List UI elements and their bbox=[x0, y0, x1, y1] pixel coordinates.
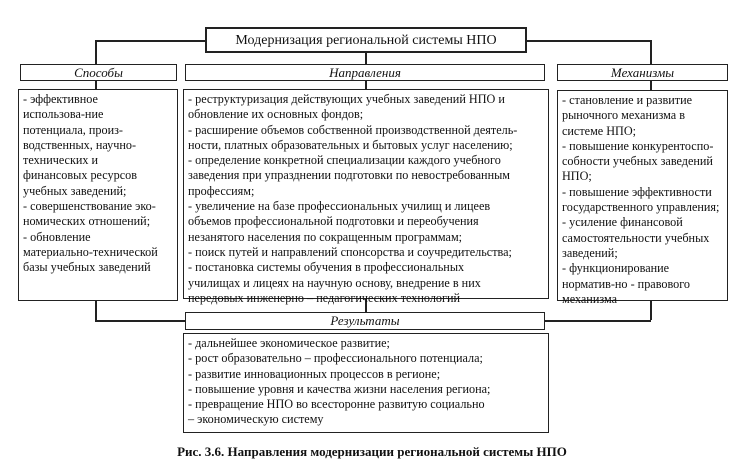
list-item-line: - повышение конкурентоспо- bbox=[562, 138, 714, 153]
list-item-line: - превращение НПО во всесторонне развитую социально bbox=[188, 397, 485, 412]
list-item-line: - дальнейшее экономическое развитие; bbox=[188, 336, 390, 350]
list-item-line: номических отношений; bbox=[23, 214, 151, 229]
napravleniya-header: Направления bbox=[185, 64, 545, 81]
list-item-line: финансовых ресурсов bbox=[23, 168, 137, 183]
connector bbox=[650, 80, 652, 90]
rezultaty-header: Результаты bbox=[185, 312, 545, 330]
list-item-line: объемов профессиональной подготовки и переобучения bbox=[188, 214, 479, 229]
list-item-line: технических и bbox=[23, 153, 99, 168]
sposoby-header: Способы bbox=[20, 64, 177, 81]
list-item-line: обновление их основных фондов; bbox=[188, 107, 364, 122]
list-item-line: – экономическую систему bbox=[188, 412, 324, 427]
list-item-line: базы учебных заведений bbox=[23, 260, 151, 275]
list-item-line: потенциала, произ- bbox=[23, 122, 123, 137]
list-item-line: государственного управления; bbox=[562, 200, 720, 215]
list-item-line: материально-технической bbox=[23, 244, 158, 259]
list-item-line: собности учебных заведений bbox=[562, 154, 713, 169]
list-item-line: - развитие инновационных процессов в регионе; bbox=[188, 366, 441, 381]
list-item-line: заведений; bbox=[562, 245, 618, 260]
list-item-line: - повышение уровня и качества жизни населения региона; bbox=[188, 381, 491, 396]
list-item-line: ности, платных образовательных и бытовых услуг населению; bbox=[188, 137, 513, 152]
list-item-line: системе НПО; bbox=[562, 123, 637, 138]
list-item-line: - расширение объемов собственной производственной деятель- bbox=[188, 122, 518, 137]
figure-caption: Рис. 3.6. Направления модернизации региональной системы НПО bbox=[177, 444, 567, 459]
connector bbox=[95, 300, 97, 320]
connector bbox=[650, 40, 652, 64]
list-item-line: использова-ние bbox=[23, 107, 104, 122]
napravleniya-content bbox=[183, 89, 549, 305]
list-item-line: незанятого населения по сокращенным программам; bbox=[188, 229, 463, 244]
list-item-line: - функционирование bbox=[562, 261, 670, 276]
list-item-line: - рост образовательно – профессионального потенциала; bbox=[188, 351, 483, 366]
list-item-line: норматив-но - правового bbox=[562, 276, 691, 291]
list-item-line: механизма bbox=[562, 291, 618, 306]
list-item-line: - усиление финансовой bbox=[562, 215, 683, 230]
connector bbox=[95, 320, 185, 322]
list-item-line: - обновление bbox=[23, 229, 91, 244]
mechanizmy-content bbox=[557, 90, 728, 306]
list-item-line: - эффективное bbox=[23, 92, 98, 106]
list-item-line: самостоятельности учебных bbox=[562, 230, 710, 245]
list-item-line: - реструктуризация действующих учебных заведений НПО и bbox=[188, 92, 505, 106]
diagram-title: Модернизация региональной системы НПО bbox=[205, 27, 527, 53]
connector bbox=[545, 320, 651, 322]
mechanizmy-header: Механизмы bbox=[557, 64, 728, 81]
list-item-line: - поиск путей и направлений спонсорства и соучредительства; bbox=[188, 244, 512, 259]
list-item-line: учебных заведений; bbox=[23, 183, 127, 198]
rezultaty-content bbox=[183, 333, 549, 433]
list-item-line: передовых инженерно – педагогических технологий bbox=[188, 290, 461, 305]
connector bbox=[95, 40, 97, 64]
list-item-line: рыночного механизма в bbox=[562, 108, 685, 123]
connector bbox=[365, 53, 367, 64]
list-item-line: - увеличение на базе профессиональных училищ и лицеев bbox=[188, 199, 491, 214]
list-item-line: - постановка системы обучения в профессиональных bbox=[188, 260, 465, 275]
list-item-line: профессиям; bbox=[188, 183, 255, 198]
list-item-line: заведения при упразднении подготовки по невостребованным bbox=[188, 168, 510, 183]
list-item-line: - становление и развитие bbox=[562, 93, 693, 107]
sposoby-content bbox=[18, 89, 178, 301]
list-item-line: водственных, научно- bbox=[23, 137, 137, 152]
list-item-line: - совершенствование эко- bbox=[23, 199, 156, 214]
list-item-line: - повышение эффективности bbox=[562, 184, 712, 199]
list-item-line: - определение конкретной специализации каждого учебного bbox=[188, 153, 501, 168]
list-item-line: училищах и лицеях на научную основу, внедрение в них bbox=[188, 275, 481, 290]
list-item-line: НПО; bbox=[562, 169, 592, 184]
